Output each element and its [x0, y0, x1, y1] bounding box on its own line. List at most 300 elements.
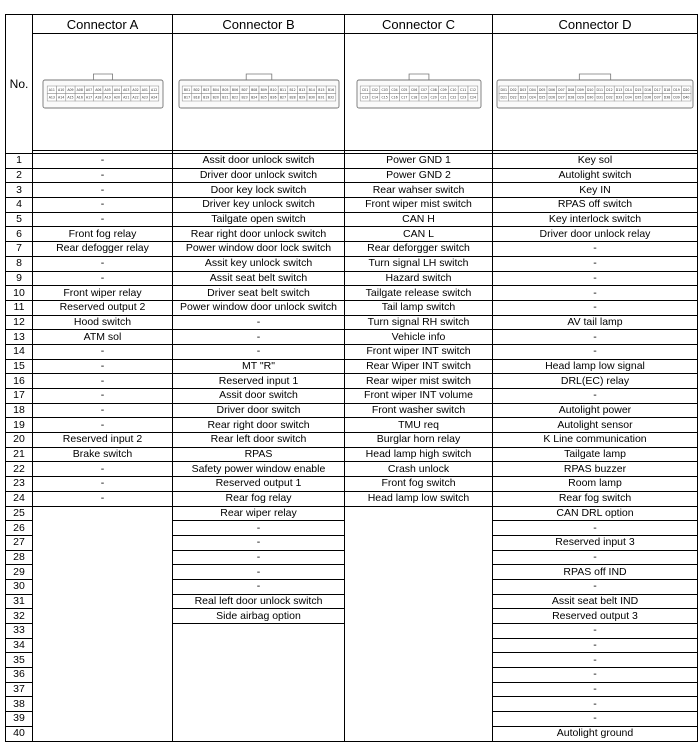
connector-b-pin-function: Tailgate open switch: [173, 212, 345, 227]
connector-d-pin-function: Tailgate lamp: [493, 447, 698, 462]
connector-pin: [605, 94, 615, 102]
pin-number: 7: [6, 242, 33, 257]
connector-b-pin-function: Power window door unlock switch: [173, 300, 345, 315]
connector-c-pin-function: Front washer switch: [345, 403, 493, 418]
pin-number: 24: [6, 491, 33, 506]
svg-text:D02: D02: [510, 87, 517, 92]
svg-text:C21: C21: [439, 95, 447, 100]
connector-a-drawing: [40, 71, 166, 113]
svg-text:A01: A01: [141, 87, 148, 92]
connector-pin: [211, 94, 221, 102]
connector-d-header: Connector D: [493, 15, 698, 34]
pin-number: 27: [6, 535, 33, 550]
connector-pin: [316, 94, 326, 102]
connector-d-pin-function: -: [493, 330, 698, 345]
connector-pin: [672, 94, 682, 102]
connector-pin: [360, 94, 370, 102]
svg-text:A07: A07: [85, 87, 92, 92]
connector-pin: [93, 94, 102, 102]
table-row: [6, 256, 698, 271]
connector-pin: [585, 94, 595, 102]
table-row: [6, 286, 698, 301]
connector-pin: [595, 86, 605, 94]
connector-pin: [287, 86, 297, 94]
svg-text:D36: D36: [644, 95, 652, 100]
connector-pin: [75, 86, 84, 94]
svg-text:B22: B22: [231, 95, 238, 100]
svg-text:A05: A05: [104, 87, 111, 92]
table-row: [6, 594, 698, 609]
pin-number: 33: [6, 624, 33, 639]
svg-text:B24: B24: [250, 95, 257, 100]
connector-a-pin-function: [33, 697, 173, 712]
svg-text:D23: D23: [519, 95, 527, 100]
connector-pin: [468, 86, 478, 94]
connector-pin: [149, 86, 158, 94]
connector-pin: [528, 94, 538, 102]
connector-pin: [191, 86, 201, 94]
connector-pin: [557, 86, 567, 94]
connector-pin: [360, 86, 370, 94]
connector-b-pin-function: Reserved output 1: [173, 477, 345, 492]
connector-pin: [112, 94, 121, 102]
pin-number: 37: [6, 682, 33, 697]
svg-text:B19: B19: [202, 95, 209, 100]
svg-text:A23: A23: [141, 95, 148, 100]
connector-pin: [653, 86, 663, 94]
svg-text:A14: A14: [57, 95, 64, 100]
connector-pin: [566, 94, 576, 102]
connector-a-pin-function: Reserved output 2: [33, 300, 173, 315]
svg-text:C23: C23: [459, 95, 466, 100]
connector-pin: [448, 94, 458, 102]
connector-d-pin-function: RPAS off switch: [493, 198, 698, 213]
connector-pin: [191, 94, 201, 102]
svg-text:C14: C14: [371, 95, 378, 100]
connector-pin: [130, 94, 139, 102]
table-row: [6, 712, 698, 727]
table-row: [6, 521, 698, 536]
connector-a-pin-function: [33, 506, 173, 521]
table-row: [6, 624, 698, 639]
pin-number: 22: [6, 462, 33, 477]
connector-pin: [316, 86, 326, 94]
table-row: [6, 359, 698, 374]
connector-c-pin-function: [345, 668, 493, 683]
connector-pin: [297, 86, 307, 94]
table-row: [6, 198, 698, 213]
connector-d-pin-function: Autolight switch: [493, 168, 698, 183]
svg-text:D37: D37: [654, 95, 661, 100]
connector-a-pin-function: -: [33, 374, 173, 389]
pin-number: 9: [6, 271, 33, 286]
connector-d-pin-function: Autolight ground: [493, 726, 698, 741]
connector-d-pin-function: Key sol: [493, 154, 698, 169]
connector-b-pin-function: Real left door unlock switch: [173, 594, 345, 609]
connector-a-pin-function: Reserved input 2: [33, 433, 173, 448]
connector-b-pin-function: RPAS: [173, 447, 345, 462]
connector-pin: [278, 94, 288, 102]
connector-b-pin-function: [173, 682, 345, 697]
connector-pin: [47, 86, 56, 94]
connector-a-pin-function: -: [33, 491, 173, 506]
connector-c-pin-function: Front fog switch: [345, 477, 493, 492]
svg-text:A11: A11: [48, 87, 55, 92]
connector-b-pin-function: [173, 624, 345, 639]
table-row: [6, 447, 698, 462]
connector-a-pin-function: -: [33, 168, 173, 183]
connector-pin: [399, 94, 409, 102]
connector-b-pin-function: -: [173, 579, 345, 594]
connector-c-pin-function: Head lamp low switch: [345, 491, 493, 506]
svg-text:B01: B01: [183, 87, 190, 92]
svg-text:A08: A08: [76, 87, 83, 92]
table-row: [6, 579, 698, 594]
connector-pin: [56, 94, 65, 102]
table-row: [6, 697, 698, 712]
svg-text:C08: C08: [430, 87, 437, 92]
svg-text:D06: D06: [548, 87, 556, 92]
table-row: [6, 418, 698, 433]
connector-a-pin-function: [33, 682, 173, 697]
svg-text:D16: D16: [644, 87, 652, 92]
connector-c-pin-function: CAN L: [345, 227, 493, 242]
connector-d-pin-function: RPAS buzzer: [493, 462, 698, 477]
svg-text:C02: C02: [371, 87, 378, 92]
table-row: [6, 330, 698, 345]
connector-b-header: Connector B: [173, 15, 345, 34]
connector-pin: [399, 86, 409, 94]
connector-pin: [268, 86, 278, 94]
connector-b-pin-function: [173, 726, 345, 741]
pin-number: 26: [6, 521, 33, 536]
connector-a-pin-function: -: [33, 389, 173, 404]
connector-pin: [595, 94, 605, 102]
connector-pin: [84, 86, 93, 94]
connector-pin: [468, 94, 478, 102]
svg-text:B30: B30: [308, 95, 315, 100]
connector-pin: [201, 86, 211, 94]
connector-pin: [643, 94, 653, 102]
svg-text:D10: D10: [586, 87, 594, 92]
connector-d-diagram: [493, 34, 698, 151]
svg-text:D24: D24: [529, 95, 536, 100]
svg-text:D01: D01: [500, 87, 508, 92]
connector-a-pin-function: Hood switch: [33, 315, 173, 330]
connector-d-pin-function: -: [493, 300, 698, 315]
connector-d-pin-function: Key interlock switch: [493, 212, 698, 227]
pin-number: 32: [6, 609, 33, 624]
connector-c-pin-function: [345, 624, 493, 639]
svg-text:A12: A12: [150, 87, 157, 92]
connector-pin: [409, 94, 419, 102]
connector-d-pin-function: AV tail lamp: [493, 315, 698, 330]
connector-pin: [249, 94, 259, 102]
connector-b-pin-function: Rear left door switch: [173, 433, 345, 448]
connector-c-pin-function: TMU req: [345, 418, 493, 433]
connector-a-pin-function: [33, 712, 173, 727]
connector-b-pin-function: [173, 697, 345, 712]
pin-number: 1: [6, 154, 33, 169]
connector-pin: [389, 86, 399, 94]
connector-b-pin-function: Assit door unlock switch: [173, 154, 345, 169]
connector-pin: [662, 94, 672, 102]
table-row: [6, 565, 698, 580]
connector-c-pin-function: [345, 535, 493, 550]
pin-number: 20: [6, 433, 33, 448]
svg-text:A15: A15: [66, 95, 74, 100]
connector-a-pin-function: Brake switch: [33, 447, 173, 462]
connector-d-pin-function: -: [493, 624, 698, 639]
svg-text:D14: D14: [625, 87, 632, 92]
svg-text:C20: C20: [430, 95, 437, 100]
connector-d-pin-function: CAN DRL option: [493, 506, 698, 521]
svg-text:D20: D20: [682, 87, 690, 92]
svg-text:D03: D03: [519, 87, 527, 92]
svg-text:D30: D30: [586, 95, 594, 100]
connector-pin: [681, 94, 691, 102]
table-row: [6, 315, 698, 330]
connector-c-pin-function: [345, 521, 493, 536]
connector-pin: [130, 86, 139, 94]
connector-d-pin-function: -: [493, 653, 698, 668]
connector-pin: [624, 86, 634, 94]
svg-text:C17: C17: [400, 95, 407, 100]
connector-b-pin-function: Assit key unlock switch: [173, 256, 345, 271]
connector-a-pin-function: -: [33, 418, 173, 433]
connector-b-pin-function: -: [173, 344, 345, 359]
connector-pin: [287, 94, 297, 102]
connector-pin: [103, 94, 112, 102]
connector-b-pin-function: -: [173, 565, 345, 580]
connector-b-pin-function: Assit door switch: [173, 389, 345, 404]
connector-c-pin-function: Hazard switch: [345, 271, 493, 286]
connector-pin: [653, 94, 663, 102]
svg-text:D34: D34: [625, 95, 632, 100]
svg-text:C04: C04: [390, 87, 398, 92]
svg-text:C01: C01: [361, 87, 368, 92]
connector-pin: [509, 86, 519, 94]
svg-text:D28: D28: [567, 95, 575, 100]
pin-number: 31: [6, 594, 33, 609]
connector-b-pin-function: [173, 638, 345, 653]
table-row: [6, 638, 698, 653]
connector-c-pin-function: Front wiper INT volume: [345, 389, 493, 404]
svg-text:B03: B03: [202, 87, 209, 92]
connector-c-pin-function: Rear deforgger switch: [345, 242, 493, 257]
connector-pin: [547, 86, 557, 94]
svg-text:C09: C09: [439, 87, 447, 92]
connector-a-pin-function: [33, 653, 173, 668]
connector-b-pin-function: Rear wiper relay: [173, 506, 345, 521]
connector-pin: [201, 94, 211, 102]
connector-pin: [438, 86, 448, 94]
connector-c-pin-function: Power GND 2: [345, 168, 493, 183]
pin-number: 4: [6, 198, 33, 213]
connector-c-pin-function: [345, 609, 493, 624]
connector-pin: [149, 94, 158, 102]
connector-c-pin-function: Vehicle info: [345, 330, 493, 345]
connector-d-pin-function: Head lamp low signal: [493, 359, 698, 374]
svg-text:B27: B27: [279, 95, 286, 100]
svg-text:D04: D04: [529, 87, 536, 92]
svg-text:C06: C06: [410, 87, 417, 92]
connector-d-pin-function: -: [493, 668, 698, 683]
connector-pin: [448, 86, 458, 94]
connector-pin: [239, 94, 249, 102]
connector-c-pin-function: Turn signal RH switch: [345, 315, 493, 330]
pin-number: 16: [6, 374, 33, 389]
connector-c-pin-function: [345, 506, 493, 521]
svg-text:A22: A22: [131, 95, 139, 100]
pin-number: 15: [6, 359, 33, 374]
connector-a-pin-function: -: [33, 477, 173, 492]
connector-c-pin-function: Crash unlock: [345, 462, 493, 477]
connector-pin: [409, 86, 419, 94]
pin-number: 34: [6, 638, 33, 653]
table-row: [6, 726, 698, 741]
connector-d-pin-function: Room lamp: [493, 477, 698, 492]
connector-a-pin-function: [33, 609, 173, 624]
pin-number: 3: [6, 183, 33, 198]
table-row: [6, 300, 698, 315]
connector-pin: [326, 94, 336, 102]
svg-text:A06: A06: [94, 87, 101, 92]
table-row: [6, 154, 698, 169]
svg-text:D35: D35: [634, 95, 642, 100]
svg-text:B18: B18: [192, 95, 200, 100]
connector-pin: [576, 94, 586, 102]
connector-d-pin-function: -: [493, 638, 698, 653]
connector-c-pin-function: Burglar horn relay: [345, 433, 493, 448]
svg-text:B15: B15: [317, 87, 325, 92]
connector-d-pin-function: DRL(EC) relay: [493, 374, 698, 389]
connector-pin: [557, 94, 567, 102]
svg-text:A13: A13: [48, 95, 55, 100]
svg-text:D05: D05: [538, 87, 546, 92]
svg-text:D33: D33: [615, 95, 623, 100]
svg-text:C11: C11: [459, 87, 466, 92]
svg-text:C22: C22: [449, 95, 456, 100]
svg-text:D09: D09: [577, 87, 584, 92]
connector-c-drawing: [354, 71, 484, 113]
svg-text:A17: A17: [85, 95, 92, 100]
connector-b-pin-function: -: [173, 330, 345, 345]
svg-text:D21: D21: [500, 95, 508, 100]
table-row: [6, 668, 698, 683]
svg-text:B08: B08: [250, 87, 257, 92]
svg-text:B11: B11: [279, 87, 286, 92]
connector-d-pin-function: -: [493, 712, 698, 727]
connector-pin: [643, 86, 653, 94]
connector-a-pin-function: ATM sol: [33, 330, 173, 345]
connector-a-pin-function: -: [33, 212, 173, 227]
connector-pin: [47, 94, 56, 102]
connector-pin: [585, 86, 595, 94]
svg-text:D18: D18: [663, 87, 671, 92]
connector-pin: [428, 94, 438, 102]
connector-a-pin-function: -: [33, 403, 173, 418]
connector-pin: [268, 94, 278, 102]
connector-pin: [547, 94, 557, 102]
connector-b-pin-function: Side airbag option: [173, 609, 345, 624]
svg-text:D39: D39: [673, 95, 680, 100]
connector-pin: [93, 86, 102, 94]
table-row: [6, 682, 698, 697]
connector-pin: [428, 86, 438, 94]
connector-c-pin-function: CAN H: [345, 212, 493, 227]
pin-number: 11: [6, 300, 33, 315]
connector-d-pin-function: Autolight sensor: [493, 418, 698, 433]
connector-a-pin-function: -: [33, 183, 173, 198]
table-row: [6, 242, 698, 257]
connector-a-diagram: [33, 34, 173, 151]
svg-text:B17: B17: [183, 95, 190, 100]
connector-pin: [370, 94, 380, 102]
table-row: [6, 491, 698, 506]
connector-d-pin-function: -: [493, 256, 698, 271]
connector-c-pin-function: Turn signal LH switch: [345, 256, 493, 271]
pin-number: 2: [6, 168, 33, 183]
connector-a-pin-function: [33, 668, 173, 683]
connector-a-pin-function: [33, 535, 173, 550]
pin-number: 12: [6, 315, 33, 330]
connector-pin: [633, 94, 643, 102]
svg-text:B25: B25: [260, 95, 267, 100]
connector-pin: [499, 86, 509, 94]
connector-a-pin-function: [33, 550, 173, 565]
pin-number: 25: [6, 506, 33, 521]
pin-number: 29: [6, 565, 33, 580]
connector-a-pin-function: [33, 579, 173, 594]
connector-pin: [379, 86, 389, 94]
svg-text:D25: D25: [538, 95, 546, 100]
connector-a-pin-function: -: [33, 256, 173, 271]
connector-pin: [140, 94, 149, 102]
pinout-rows: [6, 154, 698, 742]
pin-number: 40: [6, 726, 33, 741]
svg-text:B04: B04: [212, 87, 219, 92]
connector-c-pin-function: [345, 565, 493, 580]
connector-b-pin-function: -: [173, 550, 345, 565]
connector-pin: [56, 86, 65, 94]
svg-text:B31: B31: [317, 95, 325, 100]
pin-number: 5: [6, 212, 33, 227]
connector-pin: [307, 94, 317, 102]
connector-pin: [65, 86, 74, 94]
svg-text:B14: B14: [308, 87, 315, 92]
svg-text:C24: C24: [469, 95, 476, 100]
svg-text:C13: C13: [361, 95, 368, 100]
svg-text:B28: B28: [288, 95, 296, 100]
svg-text:D29: D29: [577, 95, 584, 100]
connector-c-diagram: [345, 34, 493, 151]
no-column-header: No.: [6, 15, 33, 154]
connector-pin: [419, 86, 429, 94]
svg-text:B21: B21: [221, 95, 229, 100]
connector-pin: [230, 86, 240, 94]
connector-c-pin-function: [345, 712, 493, 727]
connector-b-pin-function: [173, 668, 345, 683]
connector-pin: [259, 86, 269, 94]
table-row: [6, 550, 698, 565]
svg-text:D32: D32: [606, 95, 613, 100]
svg-text:D07: D07: [558, 87, 565, 92]
connector-c-pin-function: [345, 594, 493, 609]
connector-pin: [140, 86, 149, 94]
table-row: [6, 477, 698, 492]
connector-pin: [121, 94, 130, 102]
